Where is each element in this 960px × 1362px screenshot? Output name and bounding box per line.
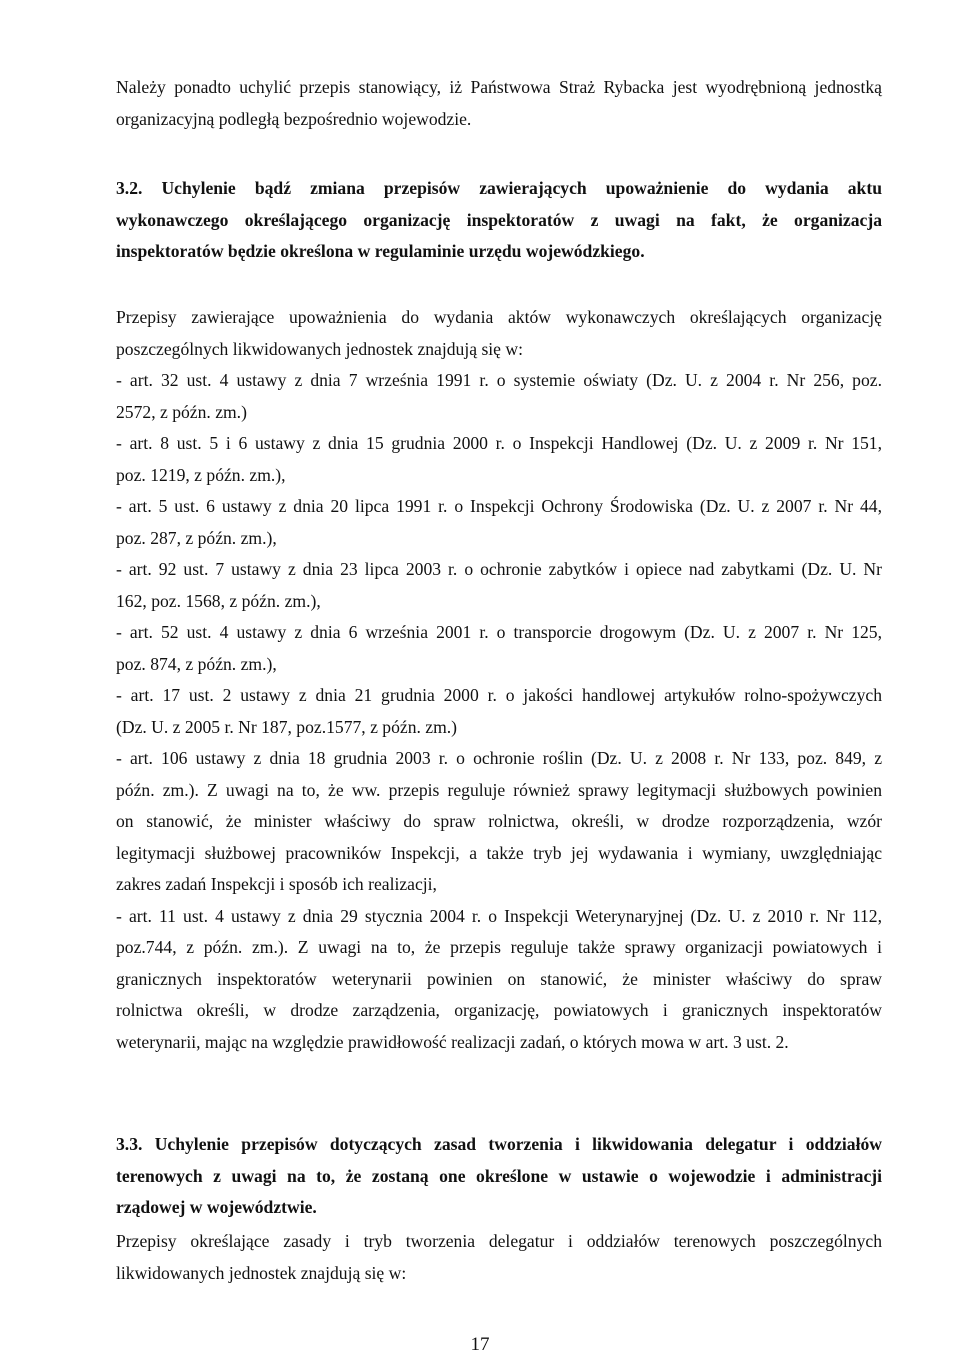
text-line: inspektoratów będzie określona w regulaminie urzędu wojewódzkiego. [116,241,645,261]
text-line: rządowej w województwie. [116,1197,317,1217]
section-heading-3-3 [116,1129,882,1224]
text-line: (Dz. U. z 2005 r. Nr 187, poz.1577, z późn. zm.) [116,716,458,737]
section-heading-3-2 [116,173,882,268]
list-item-line: - art. 52 ust. 4 ustawy z dnia 6 września 2001 r. o transporcie drogowym (Dz. U. z 2007 r. Nr 125, [116,622,882,642]
text-line: wykonawczego określającego organizację inspektoratów z uwagi na fakt, że organizacja [116,209,882,230]
text-line: 3.2. Uchylenie bądź zmiana przepisów zawierających upoważnienie do wydania aktu [116,178,882,198]
text-line: Należy ponadto uchylić przepis stanowiący, iż Państwowa Straż Rybacka jest wyodrębnioną jednostką [116,77,882,97]
text-line: granicznych inspektoratów weterynarii powinien on stanowić, że minister właściwy do spraw [116,968,882,989]
text-line: weterynarii, mając na względzie prawidłowość realizacji zadań, o których mowa w art. 3 ust. 2. [116,1031,789,1052]
text-line: 162, poz. 1568, z późn. zm.), [116,590,321,611]
text-line: likwidowanych jednostek znajdują się w: [116,1262,407,1283]
list-item-line: - art. 5 ust. 6 ustawy z dnia 20 lipca 1991 r. o Inspekcji Ochrony Środowiska (Dz. U. z 2007 r. Nr 44, [116,496,882,516]
paragraph-p3 [116,302,882,1058]
page-number: 17 [470,1334,490,1355]
text-line: on stanowić, że minister właściwy do spraw rolnictwa, określi, w drodze rozporządzenia, wzór [116,811,882,831]
text-line: poz. 874, z późn. zm.), [116,653,277,674]
text-line: rolnictwa określi, w drodze zarządzenia, organizację, powiatowych i granicznych inspektoratów [116,1000,882,1020]
text-line: organizacyjną podległą bezpośrednio wojewodzie. [116,108,472,129]
list-item-line: - art. 106 ustawy z dnia 18 grudnia 2003 r. o ochronie roślin (Dz. U. z 2008 r. Nr 133, poz. 849, z [116,748,882,768]
text-line: poz. 1219, z późn. zm.), [116,464,286,485]
text-line: 2572, z późn. zm.) [116,401,247,422]
list-item-line: - art. 11 ust. 4 ustawy z dnia 29 stycznia 2004 r. o Inspekcji Weterynaryjnej (Dz. U. z 2010 r. Nr 112, [116,905,882,926]
paragraph-p1 [116,72,882,135]
text-line: zakres zadań Inspekcji i sposób ich realizacji, [116,874,437,894]
text-line: poz.744, z późn. zm.). Z uwagi na to, że przepis reguluje także sprawy organizacji powiatowych i [116,937,882,957]
text-line: Przepisy określające zasady i tryb tworzenia delegatur i oddziałów terenowych poszczególnych [116,1231,882,1251]
text-line: poz. 287, z późn. zm.), [116,527,277,548]
text-line: legitymacji służbowej pracowników Inspekcji, a także tryb jej wydawania i wymiany, uwzględniając [116,842,882,863]
list-item-line: - art. 8 ust. 5 i 6 ustawy z dnia 15 grudnia 2000 r. o Inspekcji Handlowej (Dz. U. z 2009 r. Nr 151, [116,433,882,453]
text-line: poszczególnych likwidowanych jednostek znajdują się w: [116,338,523,359]
text-line: Przepisy zawierające upoważnienia do wydania aktów wykonawczych określających organizację [116,307,882,327]
list-item-line: - art. 92 ust. 7 ustawy z dnia 23 lipca 2003 r. o ochronie zabytków i opiece nad zabytkami (Dz. U. Nr [116,559,882,579]
text-line: terenowych z uwagi na to, że zostaną one określone w ustawie o wojewodzie i administracji [116,1165,882,1186]
list-item-line: - art. 32 ust. 4 ustawy z dnia 7 września 1991 r. o systemie oświaty (Dz. U. z 2004 r. Nr 256, poz. [116,370,882,390]
list-item-line: - art. 17 ust. 2 ustawy z dnia 21 grudnia 2000 r. o jakości handlowej artykułów rolno-spożywczych [116,685,882,705]
text-line: 3.3. Uchylenie przepisów dotyczących zasad tworzenia i likwidowania delegatur i oddziałów [116,1134,882,1154]
text-line: późn. zm.). Z uwagi na to, że ww. przepis reguluje również sprawy legitymacji służbowych powinien [116,779,882,800]
paragraph-p5 [116,1226,882,1289]
